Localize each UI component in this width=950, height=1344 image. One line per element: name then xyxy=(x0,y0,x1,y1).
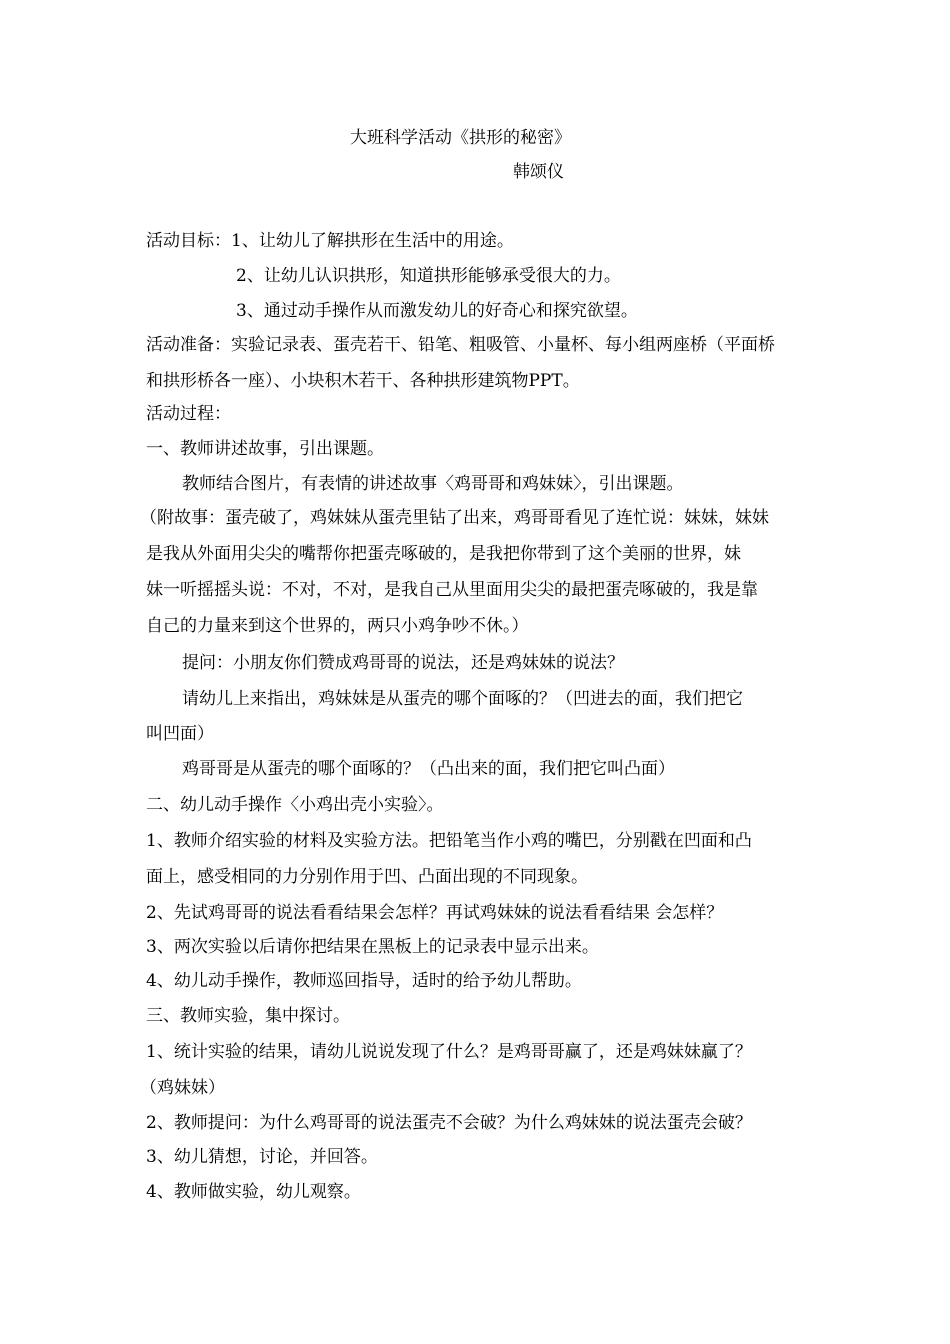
section-2-item-2: 2、先试鸡哥哥的说法看看结果会怎样？再试鸡妹妹的说法看看结果 会怎样？ xyxy=(146,903,724,923)
section-1-intro: 教师结合图片，有表情的讲述故事〈鸡哥哥和鸡妹妹〉，引出课题。 xyxy=(182,474,684,494)
question-2-line-1: 请幼儿上来指出，鸡妹妹是从蛋壳的哪个面啄的？（凹进去的面，我们把它 xyxy=(182,689,743,709)
goals-line-2: 2、让幼儿认识拱形，知道拱形能够承受很大的力。 xyxy=(236,266,621,286)
section-3-item-2: 2、教师提问：为什么鸡哥哥的说法蛋壳不会破？为什么鸡妹妹的说法蛋壳会破？ xyxy=(146,1113,752,1133)
question-3: 鸡哥哥是从蛋壳的哪个面啄的？（凸出来的面，我们把它叫凸面） xyxy=(182,759,675,779)
section-2-heading: 二、幼儿动手操作〈小鸡出壳小实验〉。 xyxy=(146,795,444,815)
section-3-item-4: 4、教师做实验，幼儿观察。 xyxy=(146,1182,361,1202)
section-2-item-1-line-1: 1、教师介绍实验的材料及实验方法。把铅笔当作小鸡的嘴巴，分别戳在凹面和凸 xyxy=(146,831,752,851)
story-line-3: 妹一听摇摇头说：不对，不对，是我自己从里面用尖尖的最把蛋壳啄破的，我是靠 xyxy=(146,580,758,600)
prep-line-1: 活动准备：实验记录表、蛋壳若干、铅笔、粗吸管、小量杯、每小组两座桥（平面桥 xyxy=(146,335,775,355)
goals-line-3: 3、通过动手操作从而激发幼儿的好奇心和探究欲望。 xyxy=(236,301,638,321)
story-line-4: 自己的力量来到这个世界的，两只小鸡争吵不休。） xyxy=(146,616,529,636)
section-2-item-3: 3、两次实验以后请你把结果在黑板上的记录表中显示出来。 xyxy=(146,937,599,957)
section-3-item-1-line-1: 1、统计实验的结果，请幼儿说说发现了什么？是鸡哥哥赢了，还是鸡妹妹赢了？ xyxy=(146,1042,752,1062)
process-label: 活动过程： xyxy=(146,404,231,424)
story-line-1: （附故事：蛋壳破了，鸡妹妹从蛋壳里钻了出来，鸡哥哥看见了连忙说：妹妹，妹妹 xyxy=(140,508,769,528)
section-3-item-3: 3、幼儿猜想，讨论，并回答。 xyxy=(146,1147,378,1167)
story-line-2: 是我从外面用尖尖的嘴帮你把蛋壳啄破的，是我把你带到了这个美丽的世界，妹 xyxy=(146,544,741,564)
page-title: 大班科学活动《拱形的秘密》 xyxy=(350,128,571,148)
section-2-item-4: 4、幼儿动手操作，教师巡回指导，适时的给予幼儿帮助。 xyxy=(146,971,582,991)
section-1-heading: 一、教师讲述故事，引出课题。 xyxy=(146,439,384,459)
author-name: 韩颂仪 xyxy=(513,162,564,182)
question-2-line-2: 叫凹面） xyxy=(146,724,214,744)
goals-line-1: 活动目标：1、让幼儿了解拱形在生活中的用途。 xyxy=(146,231,514,251)
section-3-item-1-line-2: （鸡妹妹） xyxy=(140,1078,225,1098)
question-1: 提问：小朋友你们赞成鸡哥哥的说法，还是鸡妹妹的说法？ xyxy=(182,653,624,673)
prep-line-2: 和拱形桥各一座）、小块积木若干、各种拱形建筑物PPT。 xyxy=(146,371,580,391)
section-2-item-1-line-2: 面上，感受相同的力分别作用于凹、凸面出现的不同现象。 xyxy=(146,867,588,887)
section-3-heading: 三、教师实验，集中探讨。 xyxy=(146,1006,350,1026)
